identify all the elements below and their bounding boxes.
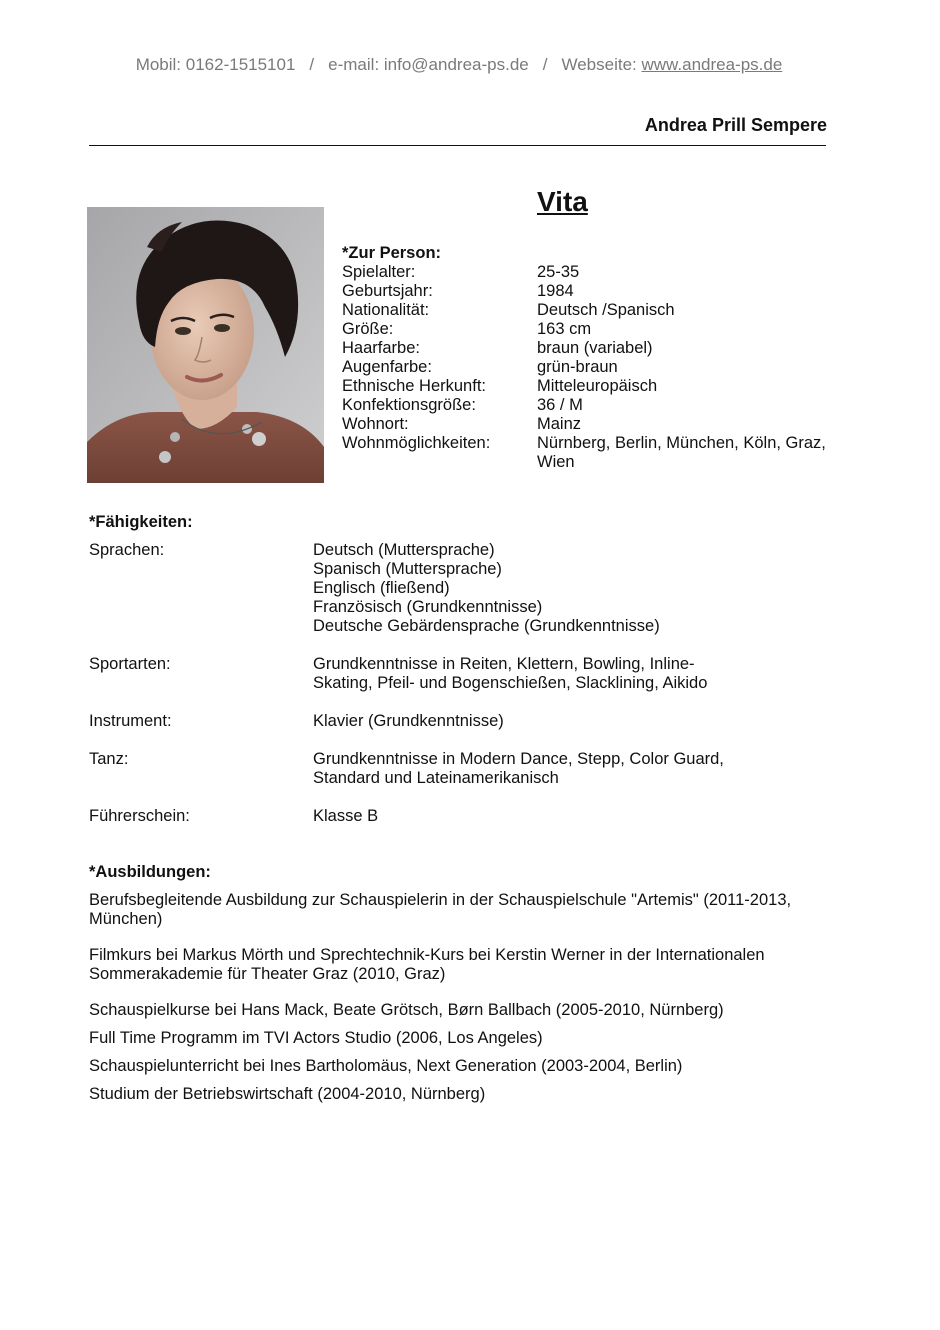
skill-values (313, 541, 753, 636)
portrait-photo (87, 207, 324, 483)
skill-value: Deutsche Gebärdensprache (Grundkenntnisse) (313, 617, 660, 635)
skill-label: Instrument: (89, 712, 172, 730)
person-row (342, 396, 862, 415)
person-label: Geburtsjahr: (342, 282, 433, 300)
person-row (342, 377, 862, 396)
person-value: 36 / M (537, 396, 583, 414)
contact-separator: / (309, 55, 315, 74)
skill-label: Tanz: (89, 750, 129, 768)
person-value: Mitteleuropäisch (537, 377, 658, 395)
training-section (89, 863, 849, 1113)
person-label: Spielalter: (342, 263, 416, 281)
skills-section (89, 513, 849, 845)
skill-label: Führerschein: (89, 807, 190, 825)
skill-row (89, 655, 849, 693)
person-row (342, 339, 862, 358)
skills-heading: *Fähigkeiten: (89, 513, 193, 531)
skill-value: Klasse B (313, 807, 379, 825)
skill-value: Grundkenntnisse in Modern Dance, Stepp, Color Guard, Standard und Lateinamerikanisch (313, 750, 724, 787)
skill-label: Sprachen: (89, 541, 165, 559)
person-value: 163 cm (537, 320, 592, 338)
person-value: Mainz (537, 415, 582, 433)
skill-label: Sportarten: (89, 655, 171, 673)
person-row (342, 282, 862, 301)
person-row (342, 301, 862, 320)
skill-row (89, 750, 849, 788)
person-value: 1984 (537, 282, 574, 300)
person-value: braun (variabel) (537, 339, 653, 357)
skill-value: Englisch (fließend) (313, 579, 450, 597)
skill-value: Grundkenntnisse in Reiten, Klettern, Bowling, Inline- Skating, Pfeil- und Bogenschießen, Slacklining, Aikido (313, 655, 708, 692)
person-label: Konfektionsgröße: (342, 396, 476, 414)
person-row (342, 263, 862, 282)
skill-row (89, 807, 849, 826)
person-value: Nürnberg, Berlin, München, Köln, Graz, Wien (537, 434, 826, 471)
person-label: Größe: (342, 320, 394, 338)
person-row (342, 358, 862, 377)
contact-separator: / (542, 55, 548, 74)
website-link[interactable]: www.andrea-ps.de (641, 55, 783, 74)
skill-values (313, 655, 753, 693)
contact-line (0, 55, 918, 75)
training-item: Berufsbegleitende Ausbildung zur Schauspielerin in der Schauspielschule "Artemis" (2011-2013, München) (89, 891, 792, 928)
person-label: Nationalität: (342, 301, 430, 319)
training-item: Schauspielunterricht bei Ines Bartholomäus, Next Generation (2003-2004, Berlin) (89, 1057, 683, 1075)
person-row (342, 320, 862, 339)
skill-value: Spanisch (Muttersprache) (313, 560, 502, 578)
training-item: Studium der Betriebswirtschaft (2004-2010, Nürnberg) (89, 1085, 486, 1103)
person-label: Ethnische Herkunft: (342, 377, 486, 395)
skill-values (313, 750, 753, 788)
skill-values (313, 807, 753, 826)
person-heading: *Zur Person: (342, 244, 442, 262)
person-label: Wohnort: (342, 415, 409, 433)
person-value: Deutsch /Spanisch (537, 301, 675, 319)
skill-value: Französisch (Grundkenntnisse) (313, 598, 543, 616)
skill-row (89, 541, 849, 636)
person-section (342, 244, 862, 472)
person-row (342, 415, 862, 434)
header-divider (89, 145, 826, 146)
person-value: grün-braun (537, 358, 618, 376)
skill-value: Deutsch (Muttersprache) (313, 541, 495, 559)
skill-values (313, 712, 753, 731)
skill-row (89, 712, 849, 731)
contact-email[interactable]: e-mail: info@andrea-ps.de (328, 55, 529, 74)
person-label: Wohnmöglichkeiten: (342, 434, 491, 452)
person-value: 25-35 (537, 263, 580, 281)
person-row (342, 434, 862, 472)
training-heading: *Ausbildungen: (89, 863, 211, 881)
skill-value: Klavier (Grundkenntnisse) (313, 712, 504, 730)
training-item: Schauspielkurse bei Hans Mack, Beate Grötsch, Børn Ballbach (2005-2010, Nürnberg) (89, 1001, 724, 1019)
person-label: Haarfarbe: (342, 339, 420, 357)
training-item: Filmkurs bei Markus Mörth und Sprechtechnik-Kurs bei Kerstin Werner in der Internationalen Sommerakademie für Theater Graz (2010, Graz) (89, 946, 765, 983)
person-label: Augenfarbe: (342, 358, 432, 376)
contact-website-label: Webseite: (561, 55, 637, 74)
page-title: Vita (537, 186, 588, 217)
contact-mobile: Mobil: 0162-1515101 (135, 55, 296, 74)
header-name: Andrea Prill Sempere (644, 115, 827, 135)
training-item: Full Time Programm im TVI Actors Studio (2006, Los Angeles) (89, 1029, 543, 1047)
